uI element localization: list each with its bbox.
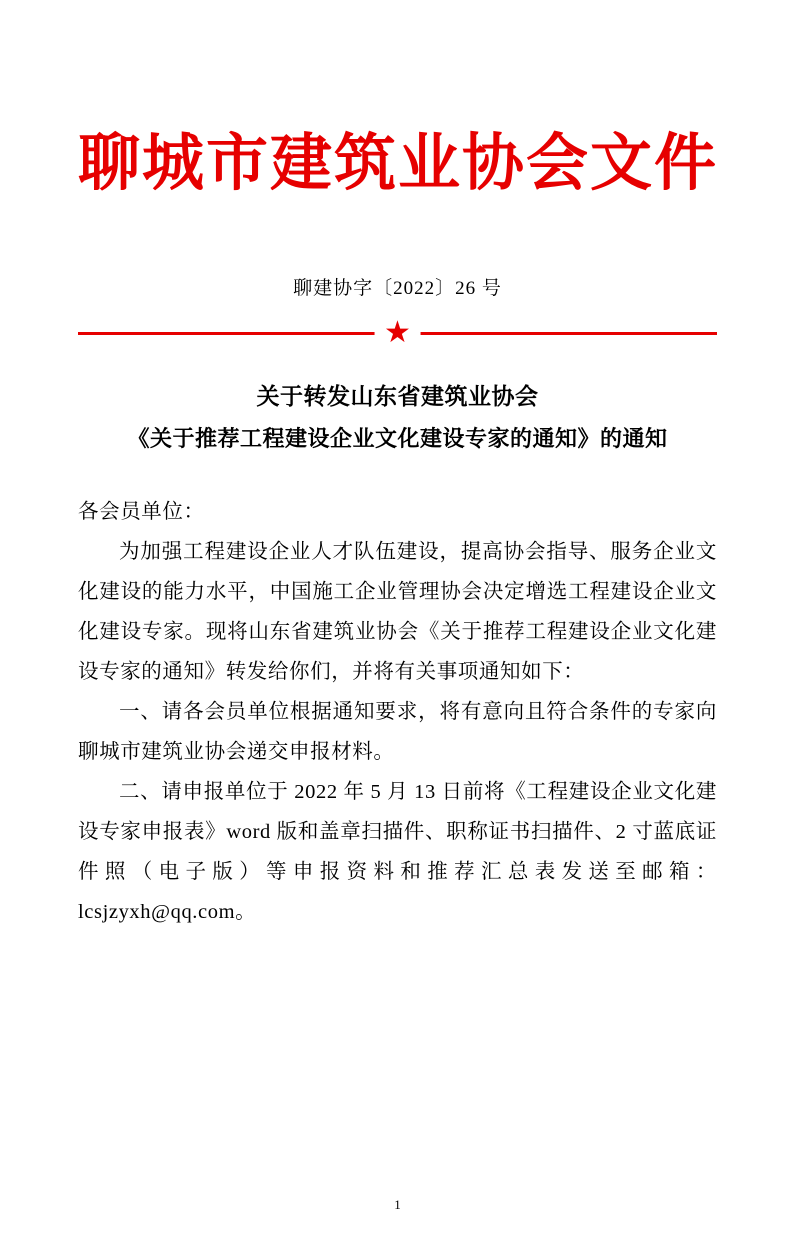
document-header-title: 聊城市建筑业协会文件: [78, 130, 719, 198]
subject-line-1: 关于转发山东省建筑业协会: [256, 384, 539, 410]
body-paragraph-3: 二、请申报单位于 2022 年 5 月 13 日前将《工程建设企业文化建设专家申报表》word 版和盖章扫描件、职称证书扫描件、2 寸蓝底证件照（电子版）等申报资料和推荐汇总表发送至邮箱：lcsjzyxh@qq.com。: [78, 781, 717, 924]
subject-line-2: 《关于推荐工程建设企业文化建设专家的通知》的通知: [127, 425, 668, 451]
body-paragraph-1: 为加强工程建设企业人才队伍建设，提高协会指导、服务企业文化建设的能力水平，中国施工企业管理协会决定增选工程建设企业文化建设专家。现将山东省建筑业协会《关于推荐工程建设企业文化建设专家的通知》转发给你们，并将有关事项通知如下：: [78, 541, 717, 684]
document-subject: [78, 376, 717, 459]
document-number: 聊建协字〔2022〕26 号: [293, 278, 502, 300]
red-separator-rule: [78, 316, 717, 350]
page-number: 1: [394, 1197, 401, 1212]
body-paragraph-2: 一、请各会员单位根据通知要求，将有意向且符合条件的专家向聊城市建筑业协会递交申报材料。: [78, 701, 717, 764]
salutation: 各会员单位：: [78, 501, 205, 524]
document-body: [78, 493, 717, 933]
red-star-icon: ★: [374, 320, 421, 346]
document-page: [0, 128, 795, 1251]
